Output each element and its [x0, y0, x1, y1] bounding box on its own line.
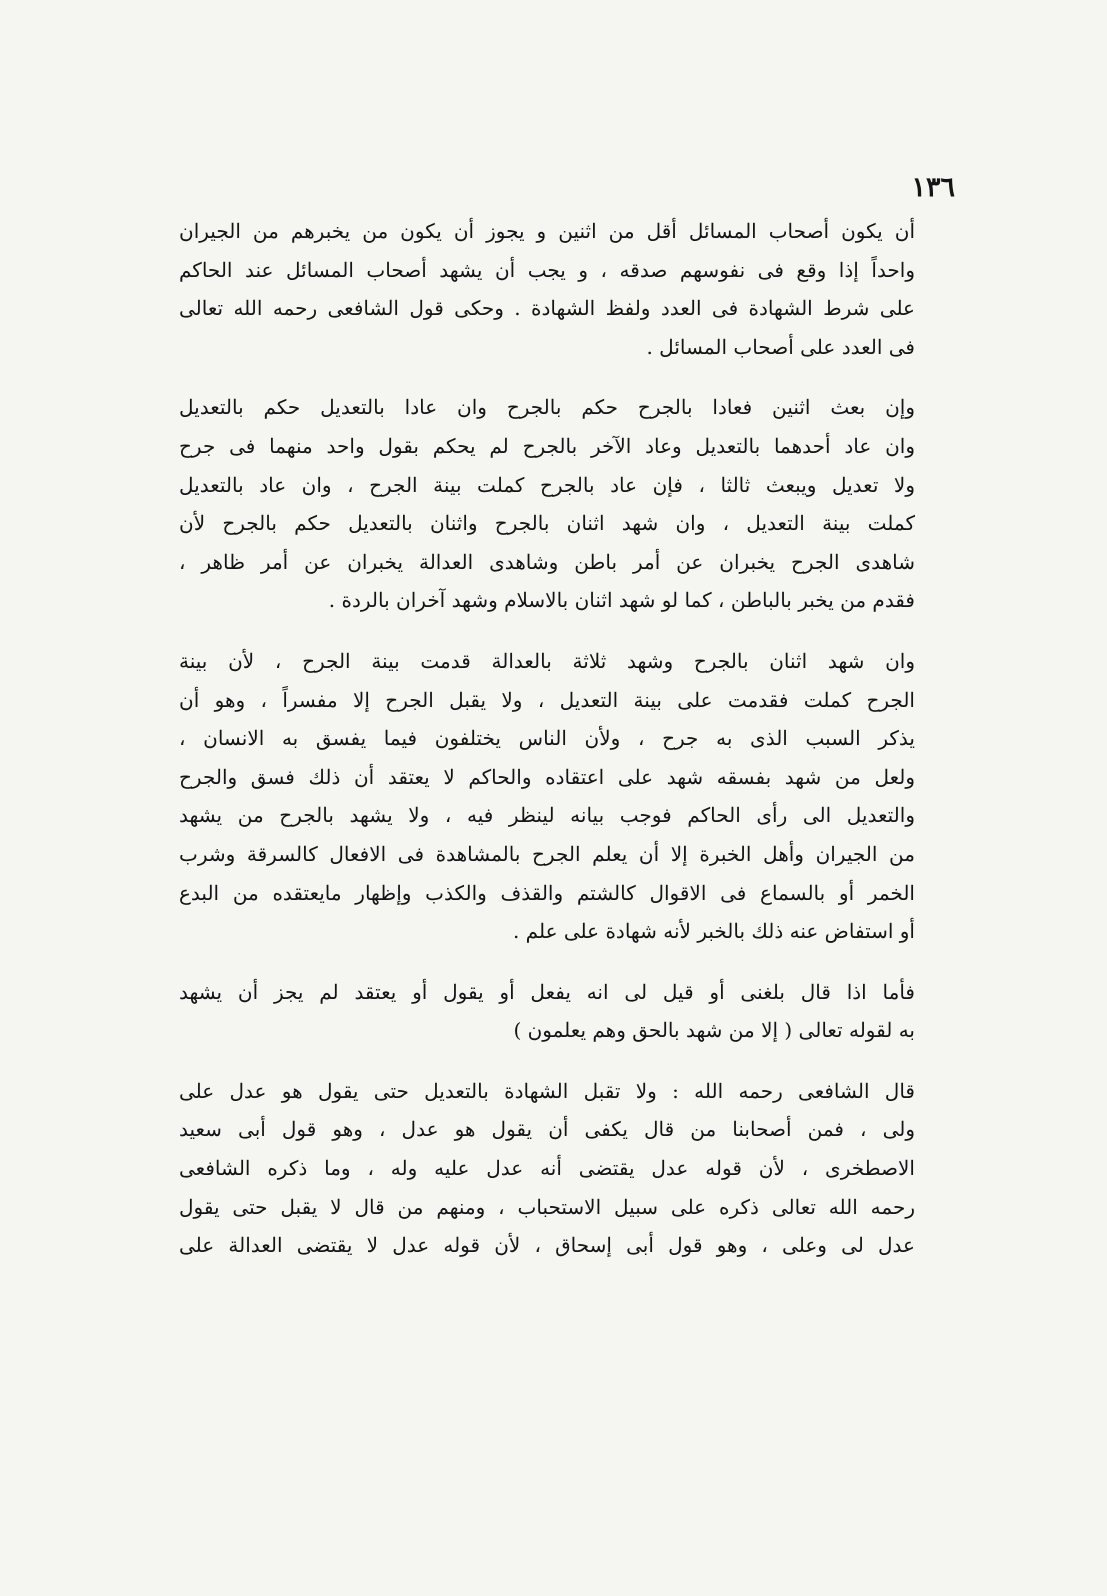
- text-line: أو استفاض عنه ذلك بالخبر لأنه شهادة على علم .: [512, 919, 915, 944]
- text-line: أن يكون أصحاب المسائل أقل من اثنين و يجوز أن يكون من يخبرهم من الجيران: [179, 219, 915, 243]
- text-line: الخمر أو بالسماع فى الاقوال كالشتم والقذف والكذب وإظهار مايعتقده من البدع: [179, 880, 915, 905]
- text-line: به لقوله تعالى ( إلا من شهد بالحق وهم يعلمون ): [513, 1018, 915, 1043]
- paragraph: [179, 973, 915, 1050]
- text-line: يذكر السبب الذى به جرح ، ولأن الناس يختلفون فيما يفسق به الانسان ،: [179, 726, 915, 751]
- text-line: كملت بينة التعديل ، وان شهد اثنان بالجرح واثنان بالتعديل حكم بالجرح لأن: [179, 511, 915, 536]
- text-line: ولى ، فمن أصحابنا من قال يكفى أن يقول هو عدل ، وهو قول أبى سعيد: [179, 1117, 915, 1142]
- text-line: الجرح كملت فقدمت على بينة التعديل ، ولا يقبل الجرح إلا مفسراً ، وهو أن: [179, 687, 915, 712]
- paragraph: [179, 642, 915, 951]
- text-line: شاهدى الجرح يخبران عن أمر باطن وشاهدى العدالة يخبران عن أمر ظاهر ،: [179, 549, 915, 574]
- text-line: فى العدد على أصحاب المسائل .: [646, 334, 915, 359]
- text-line: وان عاد أحدهما بالتعديل وعاد الآخر بالجرح لم يحكم بقول واحد منهما فى جرح: [179, 433, 915, 458]
- paragraph: [179, 212, 915, 366]
- text-line: عدل لى وعلى ، وهو قول أبى إسحاق ، لأن قوله عدل لا يقتضى العدالة على: [179, 1233, 915, 1258]
- text-line: وإن بعث اثنين فعادا بالجرح حكم بالجرح وان عادا بالتعديل حكم بالتعديل: [179, 395, 915, 420]
- paragraph: [179, 1072, 915, 1265]
- page-number: ١٣٦: [911, 172, 955, 203]
- body-text: [179, 212, 915, 1287]
- paragraph: [179, 388, 915, 620]
- text-line: الاصطخرى ، لأن قوله عدل يقتضى أنه عدل عليه وله ، وما ذكره الشافعى: [179, 1156, 915, 1181]
- text-line: فأما اذا قال بلغنى أو قيل لى انه يفعل أو يقول أو يعتقد لم يجز أن يشهد: [179, 979, 915, 1004]
- text-line: والتعديل الى رأى الحاكم فوجب بيانه لينظر فيه ، ولا يشهد بالجرح من يشهد: [179, 803, 915, 828]
- text-line: على شرط الشهادة فى العدد ولفظ الشهادة . وحكى قول الشافعى رحمه الله تعالى: [179, 296, 915, 321]
- text-line: وان شهد اثنان بالجرح وشهد ثلاثة بالعدالة قدمت بينة الجرح ، لأن بينة: [179, 648, 915, 673]
- text-line: قال الشافعى رحمه الله : ولا تقبل الشهادة بالتعديل حتى يقول هو عدل على: [179, 1078, 915, 1103]
- text-line: من الجيران وأهل الخبرة إلا أن يعلم الجرح بالمشاهدة فى الافعال كالسرقة وشرب: [179, 841, 915, 866]
- text-line: رحمه الله تعالى ذكره على سبيل الاستحباب ، ومنهم من قال لا يقبل حتى يقول: [179, 1194, 915, 1219]
- text-line: واحداً إذا وقع فى نفوسهم صدقه ، و يجب أن يشهد أصحاب المسائل عند الحاكم: [179, 257, 915, 282]
- text-line: ولعل من شهد بفسقه شهد على اعتقاده والحاكم لا يعتقد أن ذلك فسق والجرح: [179, 764, 915, 789]
- text-line: فقدم من يخبر بالباطن ، كما لو شهد اثنان بالاسلام وشهد آخران بالردة .: [328, 588, 915, 613]
- text-line: ولا تعديل ويبعث ثالثا ، فإن عاد بالجرح كملت بينة الجرح ، وان عاد بالتعديل: [179, 472, 915, 497]
